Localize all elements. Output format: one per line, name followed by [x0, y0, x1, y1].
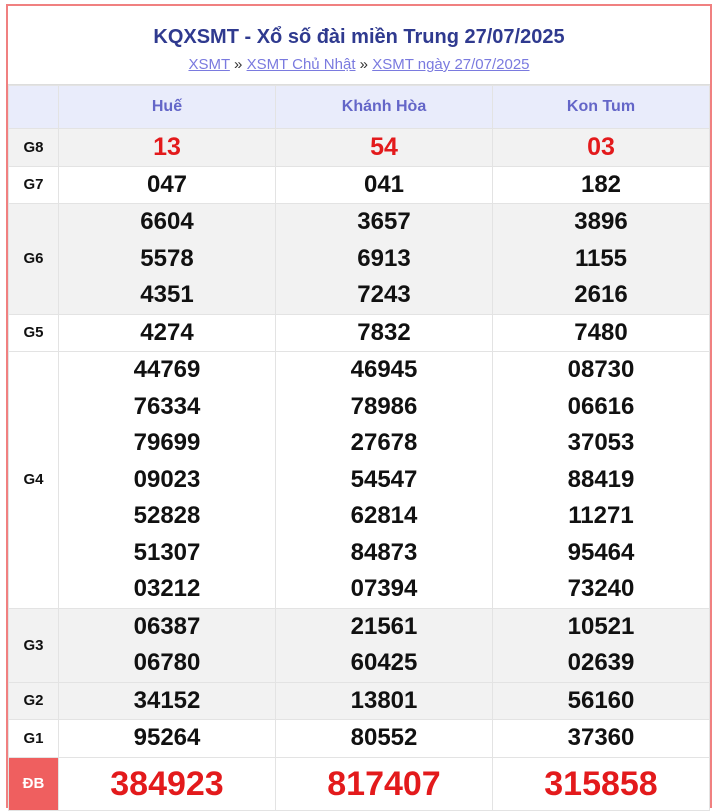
prize-number: 09023 [133, 465, 201, 493]
prize-cell [493, 608, 710, 682]
prize-row [9, 608, 710, 682]
prize-number: 37360 [567, 724, 635, 751]
prize-number: 06780 [133, 649, 201, 676]
prize-number: 08730 [567, 356, 635, 383]
prize-label: G5 [9, 314, 59, 352]
prize-number: 95264 [133, 724, 201, 751]
prize-number: 02639 [567, 649, 635, 676]
breadcrumb [8, 56, 710, 73]
prize-number: 52828 [133, 502, 201, 529]
prize-number: 60425 [350, 649, 418, 676]
prize-number: 6604 [140, 208, 194, 235]
prize-number: 5578 [140, 244, 194, 272]
prize-number: 041 [363, 170, 405, 198]
prize-cell [59, 314, 276, 352]
prize-number: 7243 [357, 281, 411, 308]
prize-cell [276, 314, 493, 352]
corner-cell [9, 86, 59, 129]
prize-cell [59, 204, 276, 315]
prize-row [9, 720, 710, 758]
prize-number: 06616 [567, 392, 635, 420]
prize-number: 56160 [567, 686, 635, 714]
prize-cell [59, 757, 276, 810]
prize-number: 51307 [133, 538, 201, 566]
prize-number: 34152 [133, 686, 201, 714]
special-prize-number: 384923 [110, 764, 224, 803]
prize-label: G4 [9, 352, 59, 609]
prize-cell [59, 129, 276, 167]
breadcrumb-separator: » [234, 56, 243, 73]
prize-number: 4351 [140, 281, 194, 308]
prize-number: 3896 [574, 208, 628, 235]
prize-row [9, 682, 710, 720]
prize-label: ĐB [9, 757, 59, 810]
province-header[interactable]: Huế [59, 86, 276, 129]
prize-label: G6 [9, 204, 59, 315]
prize-row [9, 204, 710, 315]
prize-number: 44769 [133, 356, 201, 383]
prize-cell [59, 682, 276, 720]
prize-number: 76334 [133, 392, 201, 420]
results-header [8, 6, 710, 85]
prize-number: 03212 [133, 575, 201, 602]
prize-number: 73240 [567, 575, 635, 602]
prize-label: G1 [9, 720, 59, 758]
prize-number: 4274 [140, 318, 194, 346]
prize-cell [276, 129, 493, 167]
prize-number: 78986 [350, 392, 418, 420]
prize-label: G7 [9, 166, 59, 204]
province-header[interactable]: Khánh Hòa [276, 86, 493, 129]
prize-cell [493, 129, 710, 167]
prize-label: G2 [9, 682, 59, 720]
prize-cell [493, 314, 710, 352]
prize-number: 10521 [567, 612, 635, 640]
prize-number: 13 [153, 133, 181, 161]
prize-cell [493, 204, 710, 315]
prize-cell [493, 166, 710, 204]
prize-cell [276, 720, 493, 758]
prize-number: 79699 [133, 429, 201, 456]
prize-row [9, 757, 710, 810]
prize-number: 047 [146, 170, 188, 198]
prize-number: 06387 [133, 612, 201, 640]
prize-cell [59, 608, 276, 682]
province-header[interactable]: Kon Tum [493, 86, 710, 129]
results-table [8, 85, 710, 811]
prize-label: G8 [9, 129, 59, 167]
breadcrumb-link-xsmt[interactable]: XSMT [188, 56, 230, 73]
special-prize-number: 817407 [327, 764, 441, 803]
prize-number: 2616 [574, 281, 628, 308]
prize-rows [9, 129, 710, 811]
prize-number: 62814 [350, 502, 418, 529]
breadcrumb-separator: » [359, 56, 369, 73]
prize-row [9, 166, 710, 204]
prize-label: G3 [9, 608, 59, 682]
prize-row [9, 314, 710, 352]
prize-cell [493, 757, 710, 810]
prize-number: 07394 [350, 575, 418, 602]
prize-number: 54 [370, 133, 398, 161]
breadcrumb-link-weekday[interactable]: XSMT Chủ Nhật [246, 56, 356, 73]
prize-cell [59, 720, 276, 758]
prize-cell [276, 166, 493, 204]
prize-cell [276, 608, 493, 682]
prize-number: 21561 [350, 612, 418, 640]
prize-cell [276, 757, 493, 810]
prize-row [9, 352, 710, 609]
prize-cell [276, 352, 493, 609]
prize-cell [493, 682, 710, 720]
prize-number: 84873 [350, 538, 418, 566]
prize-number: 7832 [357, 318, 411, 346]
prize-cell [493, 720, 710, 758]
prize-cell [493, 352, 710, 609]
prize-cell [59, 352, 276, 609]
prize-number: 54547 [350, 465, 418, 493]
prize-number: 27678 [350, 429, 418, 456]
prize-number: 182 [580, 170, 622, 198]
prize-number: 37053 [567, 429, 635, 456]
page-title: KQXSMT - Xổ số đài miền Trung 27/07/2025 [153, 26, 565, 48]
prize-number: 95464 [567, 538, 635, 566]
prize-number: 13801 [350, 686, 418, 714]
breadcrumb-link-date[interactable]: XSMT ngày 27/07/2025 [372, 56, 530, 73]
prize-row [9, 129, 710, 167]
province-header-row [9, 86, 710, 129]
special-prize-number: 315858 [544, 764, 658, 803]
prize-number: 7480 [574, 318, 628, 346]
results-card [6, 4, 712, 808]
prize-cell [276, 682, 493, 720]
prize-number: 3657 [357, 208, 411, 235]
prize-number: 6913 [357, 244, 411, 272]
prize-cell [276, 204, 493, 315]
prize-number: 80552 [350, 724, 418, 751]
prize-number: 88419 [567, 465, 635, 493]
prize-cell [59, 166, 276, 204]
prize-number: 03 [587, 133, 615, 161]
prize-number: 46945 [350, 356, 418, 383]
prize-number: 1155 [574, 244, 628, 272]
prize-number: 11271 [568, 502, 634, 529]
